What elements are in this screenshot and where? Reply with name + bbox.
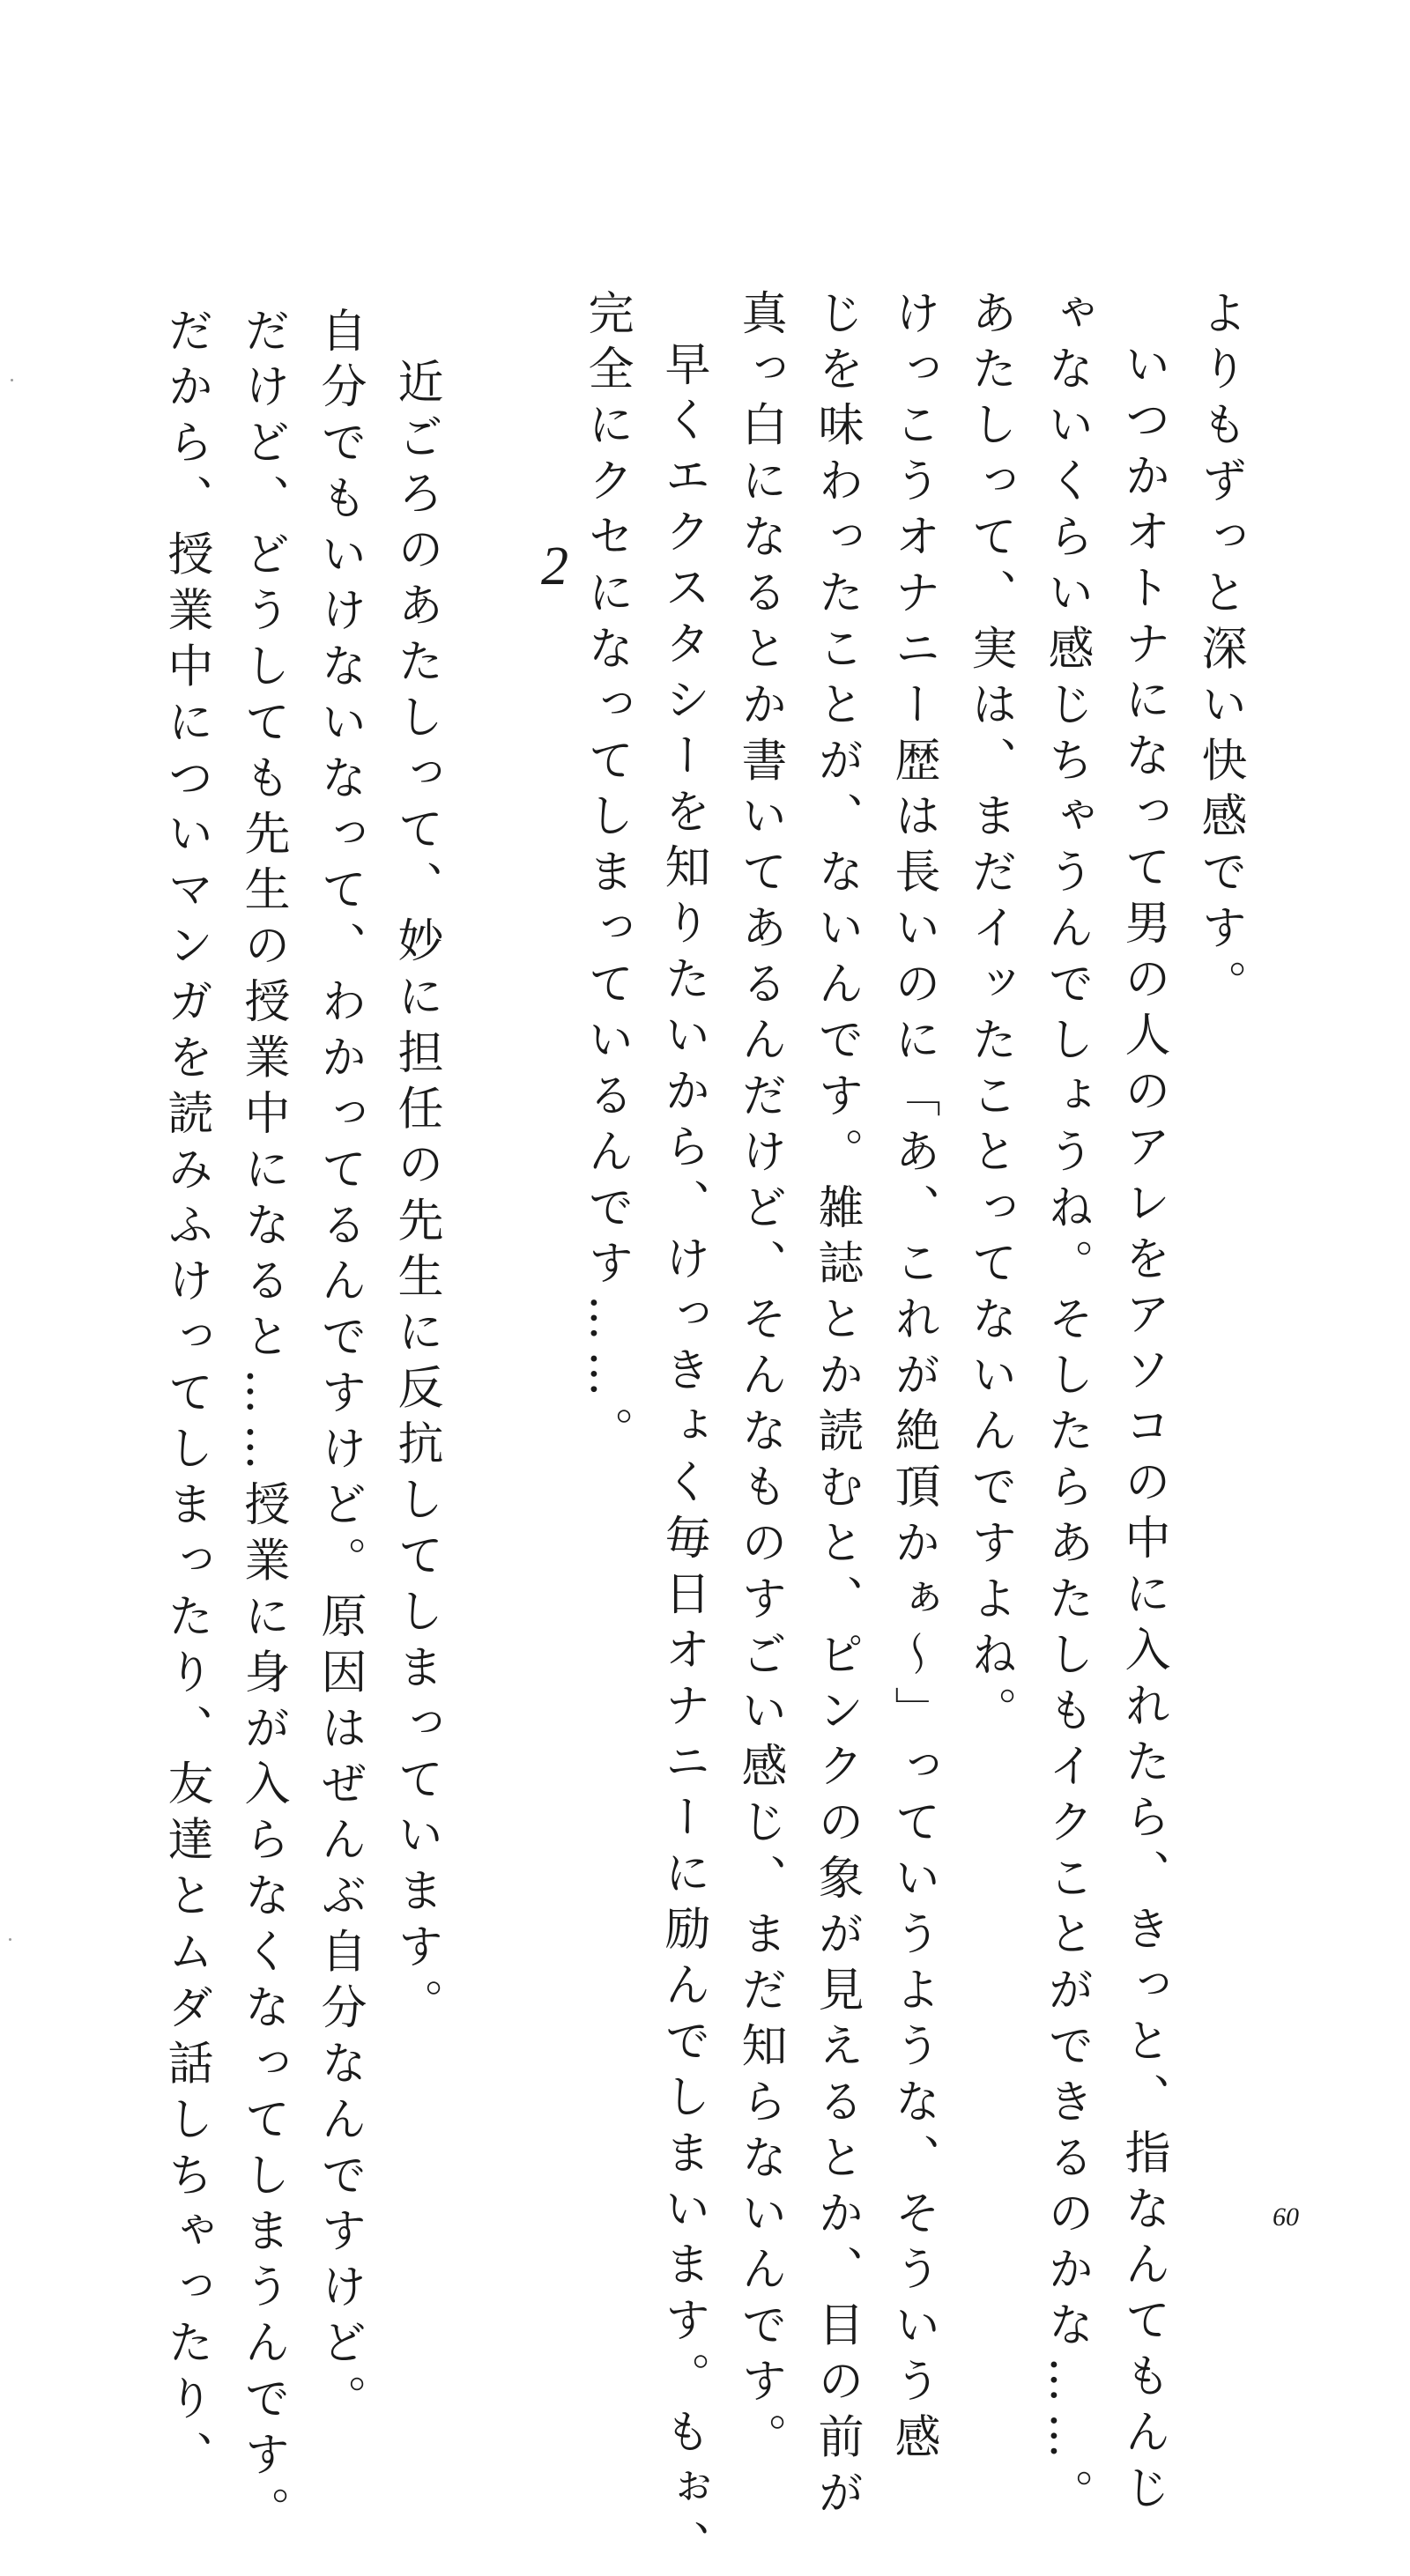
text-column: 自分でもいけないなって、わかってるんですけど。原因はぜんぶ自分なんですけど。 — [313, 307, 366, 2431]
text-column: だけど、どうしても先生の授業中になると……授業に身が入らなくなってしまうんです。 — [236, 307, 289, 2543]
text-column: 近ごろのあたしって、妙に担任の先生に反抗してしまっています。 — [390, 358, 442, 2035]
text-column: けっこうオナニー歴は長いのに「あ、これが絶頂かぁ～」っていうような、そういう感 — [887, 289, 939, 2469]
text-column: ゃないくらい感じちゃうんでしょうね。そしたらあたしもイクことができるのかな……。 — [1040, 289, 1093, 2525]
section-heading: 2 — [541, 537, 568, 596]
text-column: じを味わったことが、ないんです。雑誌とか読むと、ピンクの象が見えるとか、目の前が — [810, 289, 863, 2525]
text-column: だから、授業中についマンガを読みふけってしまったり、友達とムダ話しちゃったり、 — [160, 307, 212, 2487]
text-column: あたしって、実は、まだイッたことってないんですよね。 — [963, 289, 1016, 1743]
text-column: 完全にクセになってしまっているんです……。 — [580, 289, 633, 1463]
text-column: よりもずっと深い快感です。 — [1193, 289, 1246, 1016]
page-number: 60 — [1273, 2202, 1299, 2232]
text-column: 真っ白になるとか書いてあるんだけど、そんなものすごい感じ、まだ知らないんです。 — [733, 289, 786, 2469]
scan-speck — [9, 1938, 11, 1941]
text-column: 早くエクスタシーを知りたいから、けっきょく毎日オナニーに励んでしまいます。もぉ、 — [657, 340, 709, 2576]
scan-speck — [11, 379, 13, 381]
text-column: いつかオトナになって男の人のアレをアソコの中に入れたら、きっと、指なんてもんじ — [1117, 340, 1169, 2520]
